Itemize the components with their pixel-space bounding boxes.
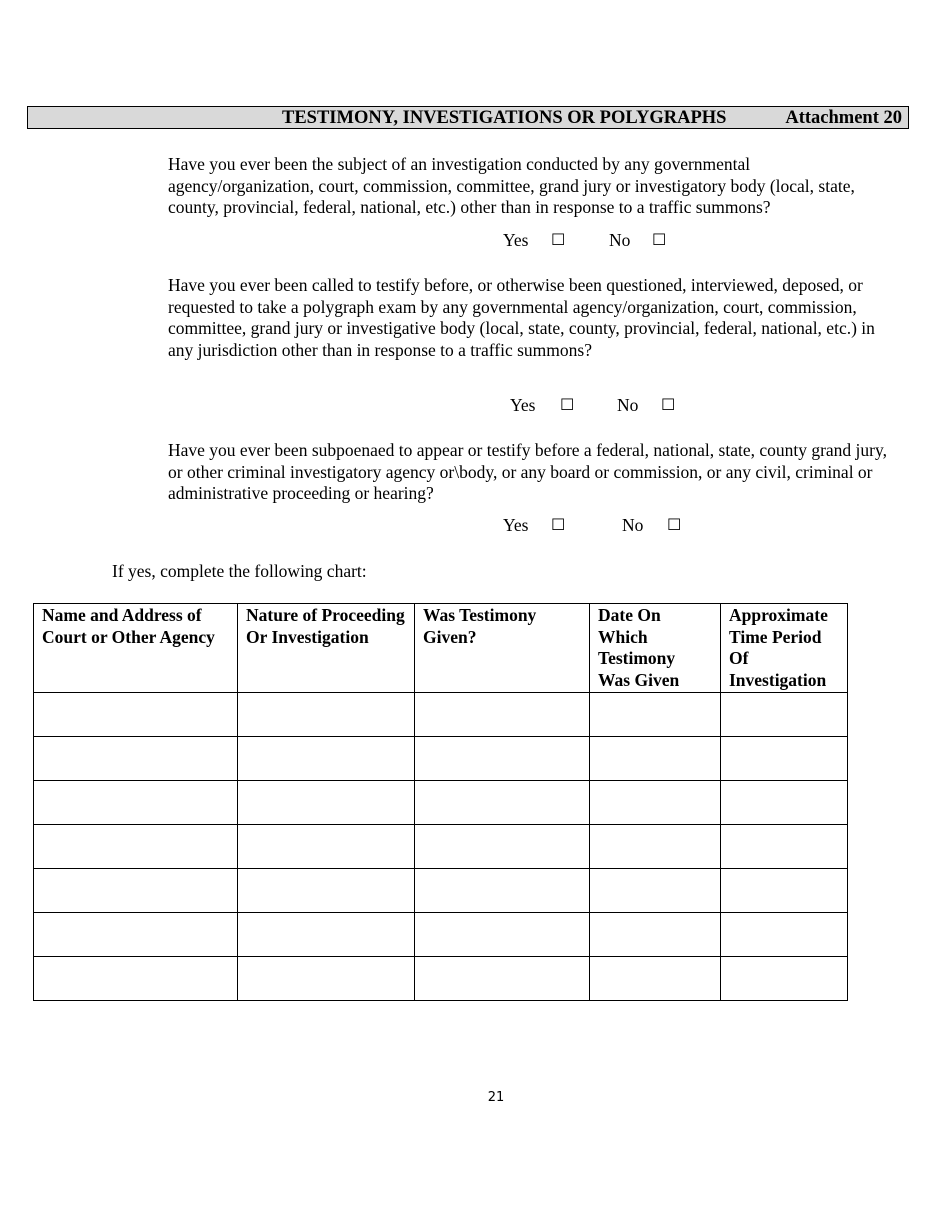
yes-checkbox[interactable]: ☐ <box>551 230 566 249</box>
table-cell[interactable] <box>34 912 238 956</box>
table-row <box>34 780 848 824</box>
table-cell[interactable] <box>415 868 590 912</box>
table-row <box>34 692 848 736</box>
table-cell[interactable] <box>721 956 848 1000</box>
chart-intro: If yes, complete the following chart: <box>112 561 367 581</box>
table-cell[interactable] <box>415 912 590 956</box>
table-cell[interactable] <box>238 868 415 912</box>
no-label: No <box>622 515 644 535</box>
table-cell[interactable] <box>238 780 415 824</box>
header-name-address: Name and Address of Court or Other Agency <box>34 604 238 693</box>
no-checkbox[interactable]: ☐ <box>652 230 667 249</box>
table-cell[interactable] <box>721 912 848 956</box>
table-cell[interactable] <box>415 956 590 1000</box>
table-cell[interactable] <box>721 824 848 868</box>
table-row <box>34 956 848 1000</box>
no-label: No <box>609 230 631 250</box>
yes-label: Yes <box>510 395 536 415</box>
table-cell[interactable] <box>590 912 721 956</box>
testimony-chart <box>33 603 848 1001</box>
table-cell[interactable] <box>415 824 590 868</box>
table-row <box>34 868 848 912</box>
table-cell[interactable] <box>721 780 848 824</box>
no-checkbox[interactable]: ☐ <box>667 515 682 534</box>
table-cell[interactable] <box>238 736 415 780</box>
page-number: 21 <box>487 1090 505 1105</box>
section-header <box>27 106 909 129</box>
table-cell[interactable] <box>415 736 590 780</box>
header-date-given: Date On Which Testimony Was Given <box>590 604 721 693</box>
table-header-row <box>34 604 848 693</box>
yes-checkbox[interactable]: ☐ <box>551 515 566 534</box>
attachment-label: Attachment 20 <box>785 108 902 128</box>
table-cell[interactable] <box>238 824 415 868</box>
header-time-period: Approximate Time Period Of Investigation <box>721 604 848 693</box>
table-cell[interactable] <box>721 692 848 736</box>
table-row <box>34 824 848 868</box>
table-cell[interactable] <box>34 824 238 868</box>
table-cell[interactable] <box>238 956 415 1000</box>
table-row <box>34 736 848 780</box>
table-cell[interactable] <box>590 956 721 1000</box>
section-title: TESTIMONY, INVESTIGATIONS OR POLYGRAPHS <box>282 108 727 128</box>
table-cell[interactable] <box>34 956 238 1000</box>
table-cell[interactable] <box>34 692 238 736</box>
table-cell[interactable] <box>590 692 721 736</box>
table-cell[interactable] <box>34 868 238 912</box>
table-cell[interactable] <box>721 736 848 780</box>
question-3-text: Have you ever been subpoenaed to appear or testify before a federal, national, state, county grand jury, or other criminal investigatory agency or\body, or any board or commission, or any civil, criminal or administrative proceeding or hearing? <box>168 440 887 503</box>
table-cell[interactable] <box>721 868 848 912</box>
table-cell[interactable] <box>238 912 415 956</box>
yes-checkbox[interactable]: ☐ <box>560 395 575 414</box>
table-cell[interactable] <box>590 780 721 824</box>
table-cell[interactable] <box>590 736 721 780</box>
table-cell[interactable] <box>590 868 721 912</box>
table-row <box>34 912 848 956</box>
table-cell[interactable] <box>34 780 238 824</box>
yes-label: Yes <box>503 230 529 250</box>
header-nature-proceeding: Nature of Proceeding Or Investigation <box>238 604 415 693</box>
yes-label: Yes <box>503 515 529 535</box>
header-testimony-given: Was Testimony Given? <box>415 604 590 693</box>
table-cell[interactable] <box>415 780 590 824</box>
question-2-text: Have you ever been called to testify before, or otherwise been questioned, interviewed, deposed, or requested to take a polygraph exam by any governmental agency/organization, court, commission, committee, grand jury or investigative body (local, state, county, provincial, federal, national, etc.) in any jurisdiction other than in response to a traffic summons? <box>168 275 875 360</box>
table-cell[interactable] <box>590 824 721 868</box>
table-cell[interactable] <box>34 736 238 780</box>
table-cell[interactable] <box>415 692 590 736</box>
question-1-text: Have you ever been the subject of an investigation conducted by any governmental agency/organization, court, commission, committee, grand jury or investigatory body (local, state, county, provincial, federal, national, etc.) other than in response to a traffic summons? <box>168 154 855 217</box>
table-cell[interactable] <box>238 692 415 736</box>
no-checkbox[interactable]: ☐ <box>661 395 676 414</box>
no-label: No <box>617 395 639 415</box>
